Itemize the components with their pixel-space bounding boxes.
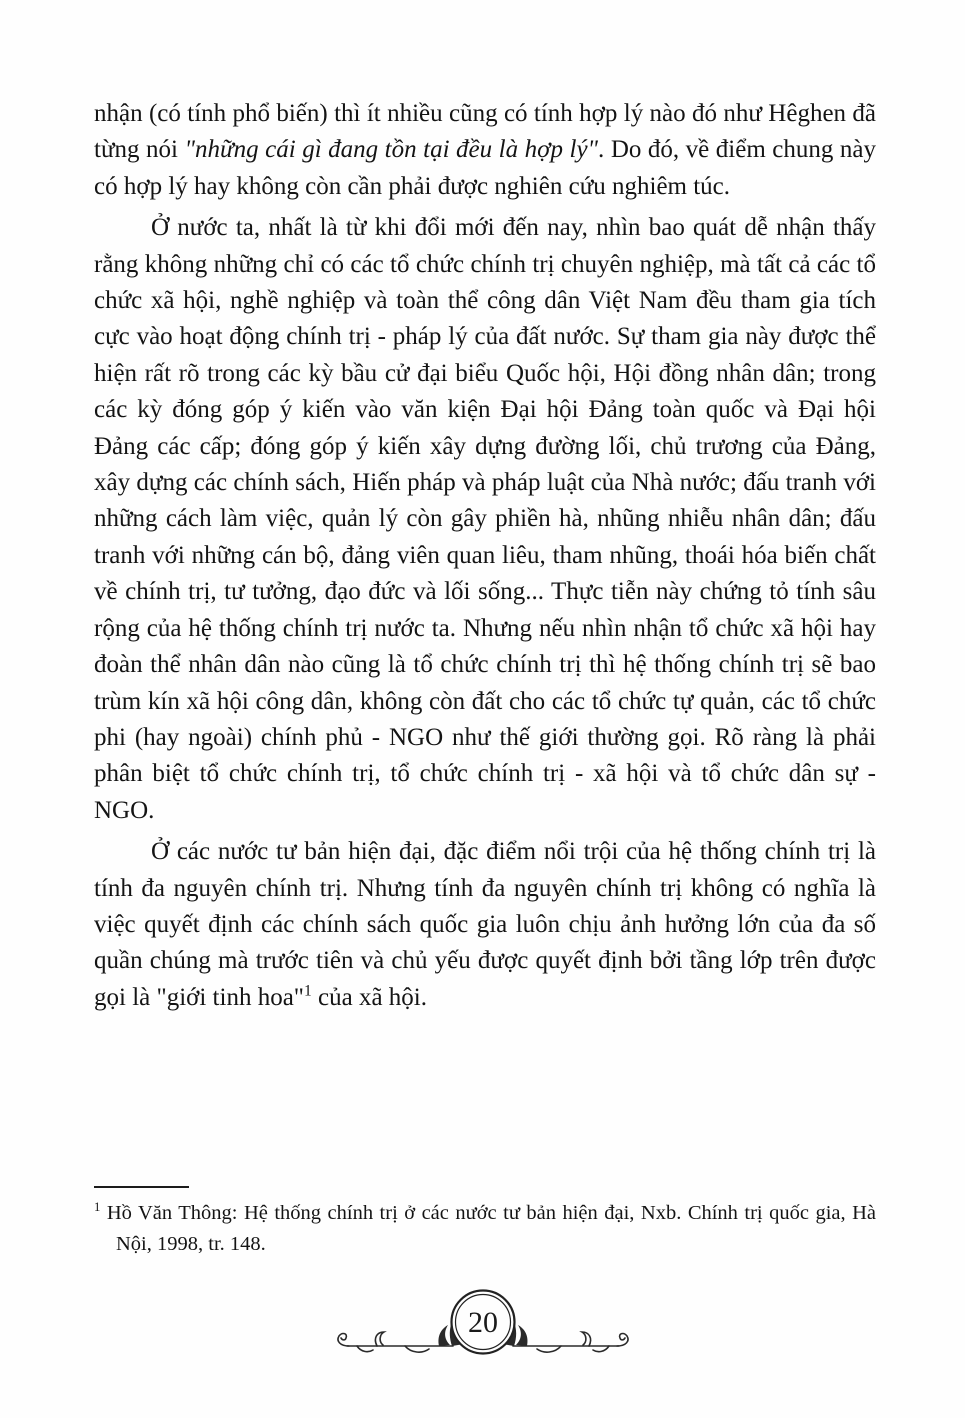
text-segment: Ở nước ta, nhất là từ khi đổi mới đến nay, nhìn bao quát dễ nhận thấy rằng không những chỉ có các tổ chức chính trị chuyên nghiệp, mà tất cả các tổ chức xã hội, nghề nghiệp và toàn thể công dân Việt Nam đều tham gia tích cực vào hoạt động chính trị - pháp lý của đất nước. Sự tham gia này được thể hiện rất rõ trong các kỳ bầu cử đại biểu Quốc hội, Hội đồng nhân dân; trong các kỳ đóng góp ý kiến vào văn kiện Đại hội Đảng toàn quốc và Đại hội Đảng các cấp; đóng góp ý kiến xây dựng đường lối, chủ trương của Đảng, xây dựng các chính sách, Hiến pháp và pháp luật của Nhà nước; đấu tranh với những cách làm việc, quản lý còn gây phiền hà, nhũng nhiễu nhân dân; đấu tranh với những cán bộ, đảng viên quan liêu, tham nhũng, thoái hóa biến chất về chính trị, tư tưởng, đạo đức và lối sống... Thực tiễn này chứng tỏ tính sâu rộng của hệ thống chính trị nước ta. Nhưng nếu nhìn nhận tổ chức xã hội hay đoàn thể nhân dân nào cũng là tổ chức chính trị thì hệ thống chính trị sẽ bao trùm kín xã hội công dân, không còn đất cho các tổ chức tự quản, các tổ chức phi (hay ngoài) chính phủ - NGO như thế giới thường gọi. Rõ ràng là phải phân biệt tổ chức chính trị, tổ chức chính trị - xã hội và tổ chức dân sự - NGO. (94, 214, 876, 824)
footnote-text: Hồ Văn Thông: Hệ thống chính trị ở các nước tư bản hiện đại, Nxb. Chính trị quốc gia, Hà Nội, 1998, tr. 148. (100, 1202, 876, 1255)
footnote-reference: 1 (304, 982, 312, 1000)
paragraph (94, 96, 876, 205)
text-segment: của xã hội. (311, 983, 427, 1011)
paragraph (94, 834, 876, 1016)
ornament-right-flourish (502, 1311, 628, 1352)
page-number-ornament (333, 1282, 633, 1377)
document-body (94, 96, 876, 1021)
footnote-section (94, 1186, 876, 1260)
footnote-divider (94, 1186, 189, 1188)
text-segment: "những cái gì đang tồn tại đều là hợp lý" (184, 136, 599, 164)
footnote-marker: 1 (94, 1200, 101, 1215)
text-segment: nhận (có tính phổ biến) thì ít nhiều cũng có tính hợp lý nào đó như Hêghen đã từng nói (94, 100, 876, 164)
page-footer (0, 1282, 965, 1377)
page-number: 20 (467, 1306, 498, 1339)
footnote (94, 1198, 876, 1260)
paragraph (94, 210, 876, 829)
text-segment: Ở các nước tư bản hiện đại, đặc điểm nổi trội của hệ thống chính trị là tính đa nguyên chính trị. Nhưng tính đa nguyên chính trị không có nghĩa là việc quyết định các chính sách quốc gia luôn chịu ảnh hưởng lớn của đa số quần chúng mà trước tiên và chủ yếu được quyết định bởi tầng lớp trên được gọi là "giới tinh hoa" (94, 838, 876, 1011)
text-segment: . Do đó, về điểm chung này có hợp lý hay không còn cần phải được nghiên cứu nghiêm túc. (94, 136, 876, 200)
ornament-left-flourish (338, 1311, 464, 1352)
